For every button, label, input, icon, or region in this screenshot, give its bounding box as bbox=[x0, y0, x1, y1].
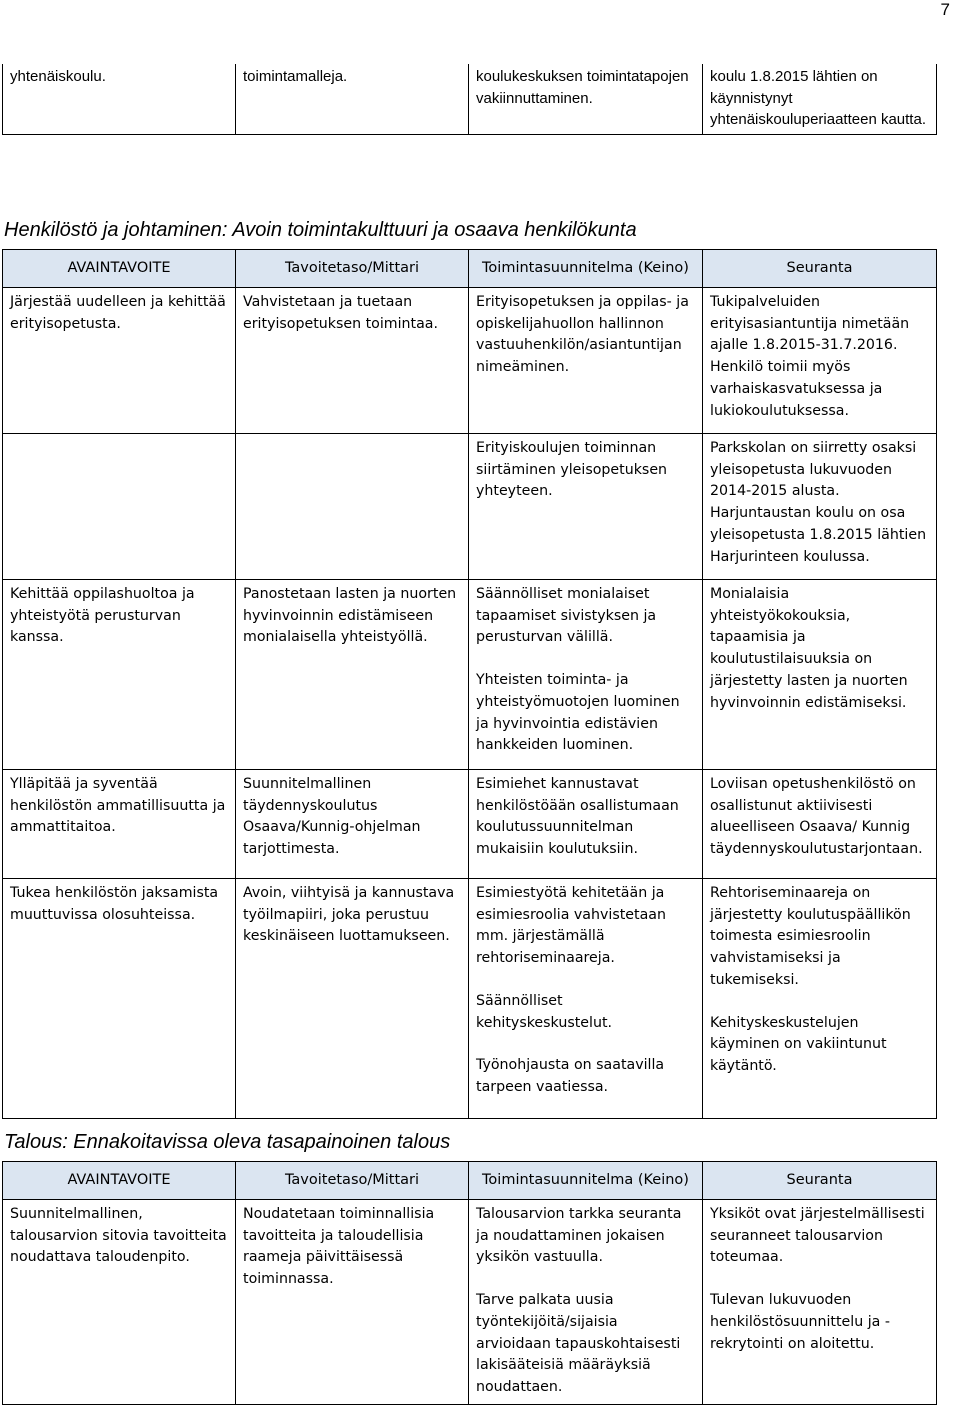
cell-paragraph: Tulevan lukuvuoden henkilöstösuunnittelu ja -rekrytointi on aloitettu. bbox=[710, 1292, 890, 1352]
finance-table bbox=[2, 1161, 937, 1405]
table-cell-target bbox=[236, 434, 469, 580]
cell-paragraph: Suunnitelmallinen täydennyskoulutus Osaava/Kunnig-ohjelman tarjottimesta. bbox=[243, 776, 421, 858]
section-title-hr: Henkilöstö ja johtaminen: Avoin toimintakulttuuri ja osaava henkilökunta bbox=[4, 219, 637, 241]
cell-paragraph: Esimiestyötä kehitetään ja esimiesroolia vahvistetaan mm. järjestämällä rehtoriseminaareja. bbox=[476, 885, 666, 967]
table-cell-plan bbox=[469, 770, 703, 879]
section-title-finance: Talous: Ennakoitavissa oleva tasapainoinen talous bbox=[4, 1131, 451, 1153]
table-cell-followup bbox=[703, 288, 937, 434]
table-cell-goal bbox=[3, 434, 236, 580]
cell-paragraph: Loviisan opetushenkilöstö on osallistunut aktiivisesti alueelliseen Osaava/ Kunnig täydennyskoulutustarjontaan. bbox=[710, 776, 923, 858]
table-cell-plan bbox=[469, 580, 703, 770]
header-cell-followup: Seuranta bbox=[703, 1162, 937, 1200]
cell-paragraph: Noudatetaan toiminnallisia tavoitteita ja taloudellisia raameja päivittäisessä toiminnassa. bbox=[243, 1206, 435, 1288]
cell-paragraph: Kehittää oppilashuoltoa ja yhteistyötä perusturvan kanssa. bbox=[10, 586, 195, 646]
cell-paragraph: Suunnitelmallinen, talousarvion sitovia tavoitteita noudattava taloudenpito. bbox=[10, 1206, 227, 1266]
cell-paragraph: Vahvistetaan ja tuetaan erityisopetuksen toimintaa. bbox=[243, 294, 439, 332]
table-cell-followup bbox=[703, 580, 937, 770]
cell-paragraph: Järjestää uudelleen ja kehittää erityisopetusta. bbox=[10, 294, 226, 332]
table-cell-target bbox=[236, 288, 469, 434]
header-cell-plan: Toimintasuunnitelma (Keino) bbox=[469, 1162, 703, 1200]
table-cell-goal bbox=[3, 1200, 236, 1405]
header-row bbox=[3, 1162, 937, 1200]
cell-paragraph: Tukea henkilöstön jaksamista muuttuvissa olosuhteissa. bbox=[10, 885, 219, 923]
cell-paragraph: Ylläpitää ja syventää henkilöstön ammatillisuutta ja ammattitaitoa. bbox=[10, 776, 226, 836]
table-cell-goal bbox=[3, 879, 236, 1119]
table-cell: koulu 1.8.2015 lähtien on käynnistynyt yhtenäiskouluperiaatteen kautta. bbox=[703, 64, 937, 134]
cell-paragraph: Monialaisia yhteistyökokouksia, tapaamisia ja koulutustilaisuuksia on järjestetty lasten ja nuorten hyvinvoinnin edistämiseksi. bbox=[710, 586, 908, 711]
header-cell-target: Tavoitetaso/Mittari bbox=[236, 1162, 469, 1200]
table-cell-plan bbox=[469, 1200, 703, 1405]
table-cell-target bbox=[236, 879, 469, 1119]
table-cell-goal bbox=[3, 288, 236, 434]
table-cell-target bbox=[236, 770, 469, 879]
header-cell-followup: Seuranta bbox=[703, 250, 937, 288]
cell-paragraph: Tukipalveluiden erityisasiantuntija nimetään ajalle 1.8.2015-31.7.2016. Henkilö toimii myös varhaiskasvatuksessa ja lukiokoulutuksessa. bbox=[710, 294, 910, 419]
table-cell: yhtenäiskoulu. bbox=[3, 64, 236, 134]
table-row bbox=[3, 580, 937, 770]
cell-paragraph: Esimiehet kannustavat henkilöstöään osallistumaan koulutussuunnitelman mukaisiin koulutuksiin. bbox=[476, 776, 679, 858]
table-cell-goal bbox=[3, 580, 236, 770]
table-cell-followup bbox=[703, 770, 937, 879]
cell-paragraph: Panostetaan lasten ja nuorten hyvinvoinnin edistämiseen monialaisella yhteistyöllä. bbox=[243, 586, 457, 646]
header-cell-goal: AVAINTAVOITE bbox=[3, 250, 236, 288]
table-row bbox=[3, 64, 937, 134]
table-cell-followup bbox=[703, 1200, 937, 1405]
table-cell-followup bbox=[703, 434, 937, 580]
table-cell-followup bbox=[703, 879, 937, 1119]
table-row bbox=[3, 879, 937, 1119]
cell-paragraph: Tarve palkata uusia työntekijöitä/sijaisia arvioidaan tapauskohtaisesti lakisääteisiä määräyksiä noudattaen. bbox=[476, 1292, 681, 1395]
cell-paragraph: Säännölliset kehityskeskustelut. bbox=[476, 992, 613, 1031]
table-cell-target bbox=[236, 580, 469, 770]
table-cell-goal bbox=[3, 770, 236, 879]
cell-paragraph: Talousarvion tarkka seuranta ja noudattaminen jokaisen yksikön vastuulla. bbox=[476, 1206, 682, 1266]
cell-paragraph: Työnohjausta on saatavilla tarpeen vaatiessa. bbox=[476, 1057, 665, 1095]
table-cell-plan bbox=[469, 879, 703, 1119]
table-cell-plan bbox=[469, 288, 703, 434]
continued-table bbox=[2, 64, 937, 135]
cell-paragraph: Yhteisten toiminta- ja yhteistyömuotojen luominen ja hyvinvointia edistävien hankkeiden luominen. bbox=[476, 672, 680, 754]
page-number: 7 bbox=[940, 0, 950, 19]
cell-paragraph: Avoin, viihtyisä ja kannustava työilmapiiri, joka perustuu keskinäiseen luottamukseen. bbox=[243, 885, 455, 945]
cell-paragraph: Säännölliset monialaiset tapaamiset sivistyksen ja perusturvan välillä. bbox=[476, 586, 657, 646]
table-row bbox=[3, 434, 937, 580]
table-cell: toimintamalleja. bbox=[236, 64, 469, 134]
table-row bbox=[3, 1200, 937, 1405]
table-cell-target bbox=[236, 1200, 469, 1405]
header-cell-plan: Toimintasuunnitelma (Keino) bbox=[469, 250, 703, 288]
cell-paragraph: Yksiköt ovat järjestelmällisesti seuranneet talousarvion toteumaa. bbox=[710, 1206, 925, 1266]
hr-table bbox=[2, 249, 937, 1119]
header-cell-goal: AVAINTAVOITE bbox=[3, 1162, 236, 1200]
cell-paragraph: Erityisopetuksen ja oppilas- ja opiskelijahuollon hallinnon vastuuhenkilön/asiantuntijan nimeäminen. bbox=[476, 294, 689, 376]
cell-paragraph: Erityiskoulujen toiminnan siirtäminen yleisopetuksen yhteyteen. bbox=[476, 440, 668, 500]
table-cell-plan bbox=[469, 434, 703, 580]
table-row bbox=[3, 288, 937, 434]
header-cell-target: Tavoitetaso/Mittari bbox=[236, 250, 469, 288]
cell-paragraph: Rehtoriseminaareja on järjestetty koulutuspäällikön toimesta esimiesroolin vahvistamiseksi ja tukemiseksi. bbox=[710, 885, 911, 988]
cell-paragraph: Kehityskeskustelujen käyminen on vakiintunut käytäntö. bbox=[710, 1014, 887, 1074]
table-cell: koulukeskuksen toimintatapojen vakiinnuttaminen. bbox=[469, 64, 703, 134]
cell-paragraph: Parkskolan on siirretty osaksi yleisopetusta lukuvuoden 2014-2015 alusta. Harjuntaustan koulu on osa yleisopetusta 1.8.2015 lähtien Harjurinteen koulussa. bbox=[710, 440, 927, 565]
header-row bbox=[3, 250, 937, 288]
table-row bbox=[3, 770, 937, 879]
